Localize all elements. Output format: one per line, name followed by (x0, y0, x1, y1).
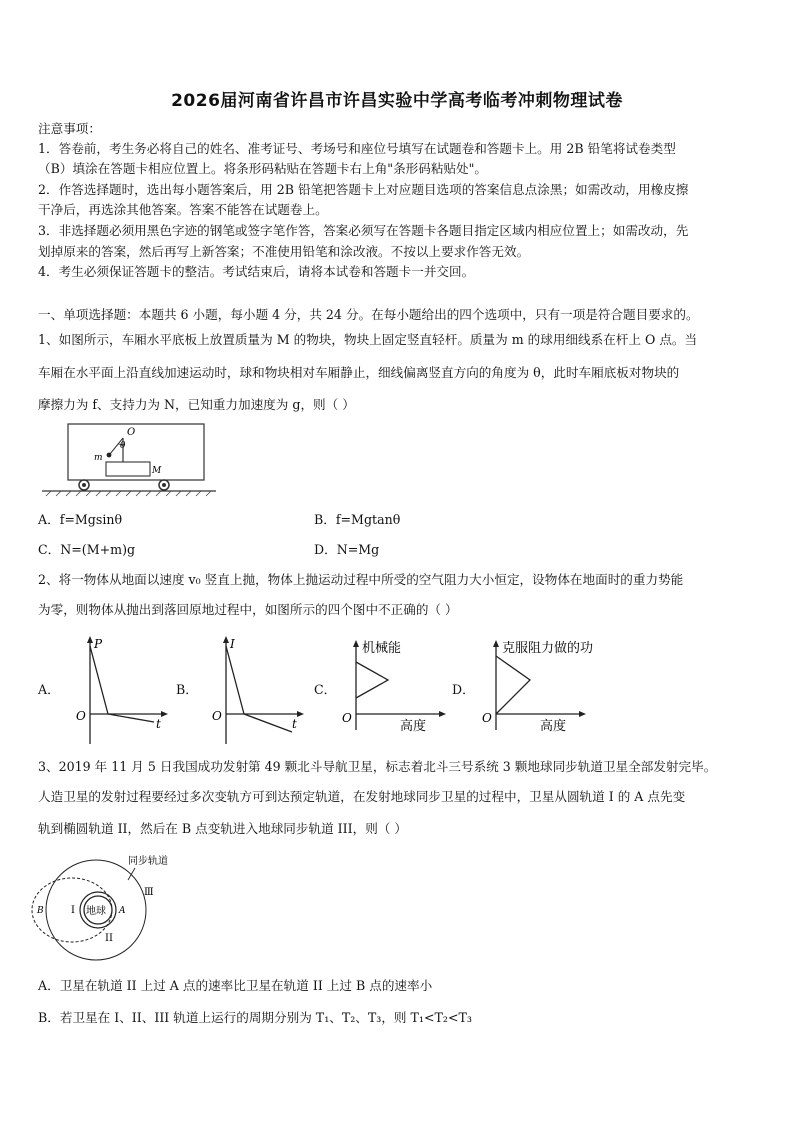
graph-d-origin: O (482, 711, 492, 725)
q2-graph-a (72, 634, 172, 746)
q1-stem-line: 车厢在水平面上沿直线加速运动时，球和物块相对车厢静止，细线偏离竖直方向的角度为 θ，此时车厢底板对物块的 (38, 365, 680, 380)
q2-graph-c-letter: C． (314, 682, 337, 697)
point-o-label: O (127, 427, 136, 438)
graph-d-xlabel: 高度 (540, 719, 567, 734)
graph-c-xlabel: 高度 (400, 719, 427, 734)
q1-option-a: A．f=Mgsinθ (38, 512, 123, 527)
orbit-i-label: I (71, 905, 75, 916)
graph-c-origin: O (342, 711, 352, 725)
graph-b-xlabel: t (292, 717, 297, 731)
notice-line: （B）填涂在答题卡相应位置上。将条形码粘贴在答题卡右上角"条形码粘贴处"。 (38, 161, 488, 176)
q2-stem-line: 2、将一物体从地面以速度 v₀ 竖直上抛，物体上抛运动过程中所受的空气阻力大小恒定，设物体在地面时的重力势能 (38, 572, 684, 587)
graph-c-ylabel: 机械能 (362, 641, 402, 656)
q1-option-d: D．N=Mg (314, 542, 380, 557)
q2-graph-c (340, 634, 452, 746)
orbit-ii-label: II (105, 933, 113, 944)
notice-line: 2．作答选择题时，选出每小题答案后，用 2B 铅笔把答题卡上对应题目选项的答案信息点涂黑；如需改动，用橡皮擦 (38, 182, 689, 197)
q2-stem-line: 为零，则物体从抛出到落回原地过程中，如图所示的四个图中不正确的（ ） (38, 602, 458, 617)
point-b-label: B (37, 906, 44, 916)
notice-line: 划掉原来的答案，然后再写上新答案；不准使用铅笔和涂改液。不按以上要求作答无效。 (38, 244, 530, 259)
block-m-label: M (152, 466, 162, 476)
q3-stem-line: 3、2019 年 11 月 5 日我国成功发射第 49 颗北斗导航卫星，标志着北斗三号系统 3 颗地球同步轨道卫星全部发射完毕。 (38, 759, 717, 774)
notice-line: 3．非选择题必须用黑色字迹的钢笔或签字笔作答，答案必须写在答题卡各题目指定区域内相应位置上；如需改动，先 (38, 223, 689, 238)
q3-orbit-figure (30, 850, 190, 970)
q3-stem-line: 轨到椭圆轨道 II，然后在 B 点变轨进入地球同步轨道 III，则（ ） (38, 821, 407, 836)
section-heading: 一、单项选择题：本题共 6 小题，每小题 4 分，共 24 分。在每小题给出的四个选项中，只有一项是符合题目要求的。 (38, 307, 699, 322)
graph-b-origin: O (212, 709, 222, 723)
graph-b-ylabel: I (230, 637, 235, 651)
page-title: 2026届河南省许昌市许昌实验中学高考临考冲刺物理试卷 (171, 91, 623, 111)
q2-graph-b (208, 634, 308, 746)
q2-graph-b-letter: B． (176, 682, 198, 697)
q1-option-c: C．N=(M+m)g (38, 542, 136, 557)
orbit-iii-label: Ⅲ (144, 887, 154, 898)
q2-graph-d (480, 634, 620, 746)
ball-m-label: m (94, 453, 103, 463)
sync-orbit-label: 同步轨道 (128, 856, 168, 867)
graph-a-origin: O (76, 709, 86, 723)
notice-line: 干净后，再选涂其他答案。答案不能答在试题卷上。 (38, 202, 328, 217)
graph-a-ylabel: P (94, 637, 103, 651)
notice-heading: 注意事项： (38, 121, 101, 136)
notice-line: 1．答卷前，考生务必将自己的姓名、准考证号、考场号和座位号填写在试题卷和答题卡上。用 2B 铅笔将试卷类型 (38, 141, 676, 156)
q1-stem-line: 1、如图所示，车厢水平底板上放置质量为 M 的物块，物块上固定竖直轻杆。质量为 m 的球用细线系在杆上 O 点。当 (38, 332, 698, 347)
graph-a-xlabel: t (156, 717, 161, 731)
angle-theta-label: θ (120, 441, 126, 451)
q3-option-a: A．卫星在轨道 II 上过 A 点的速率比卫星在轨道 II 上过 B 点的速率小 (38, 978, 433, 993)
q1-option-b: B．f=Mgtanθ (314, 512, 401, 527)
point-a-label: A (119, 906, 126, 916)
q1-cart-figure (38, 418, 218, 500)
q2-graph-a-letter: A． (38, 682, 60, 697)
earth-label: 地球 (86, 906, 106, 917)
q3-option-b: B．若卫星在 I、II、III 轨道上运行的周期分别为 T₁、T₂、T₃，则 T₁<T₂<T₃ (38, 1010, 472, 1025)
q1-stem-line: 摩擦力为 f、支持力为 N，已知重力加速度为 g，则（ ） (38, 397, 355, 412)
q3-stem-line: 人造卫星的发射过程要经过多次变轨方可到达预定轨道，在发射地球同步卫星的过程中，卫星从圆轨道 I 的 A 点先变 (38, 789, 686, 804)
graph-d-ylabel: 克服阻力做的功 (502, 641, 594, 656)
q2-graph-d-letter: D． (452, 682, 475, 697)
notice-line: 4．考生必须保证答题卡的整洁。考试结束后，请将本试卷和答题卡一并交回。 (38, 264, 475, 279)
